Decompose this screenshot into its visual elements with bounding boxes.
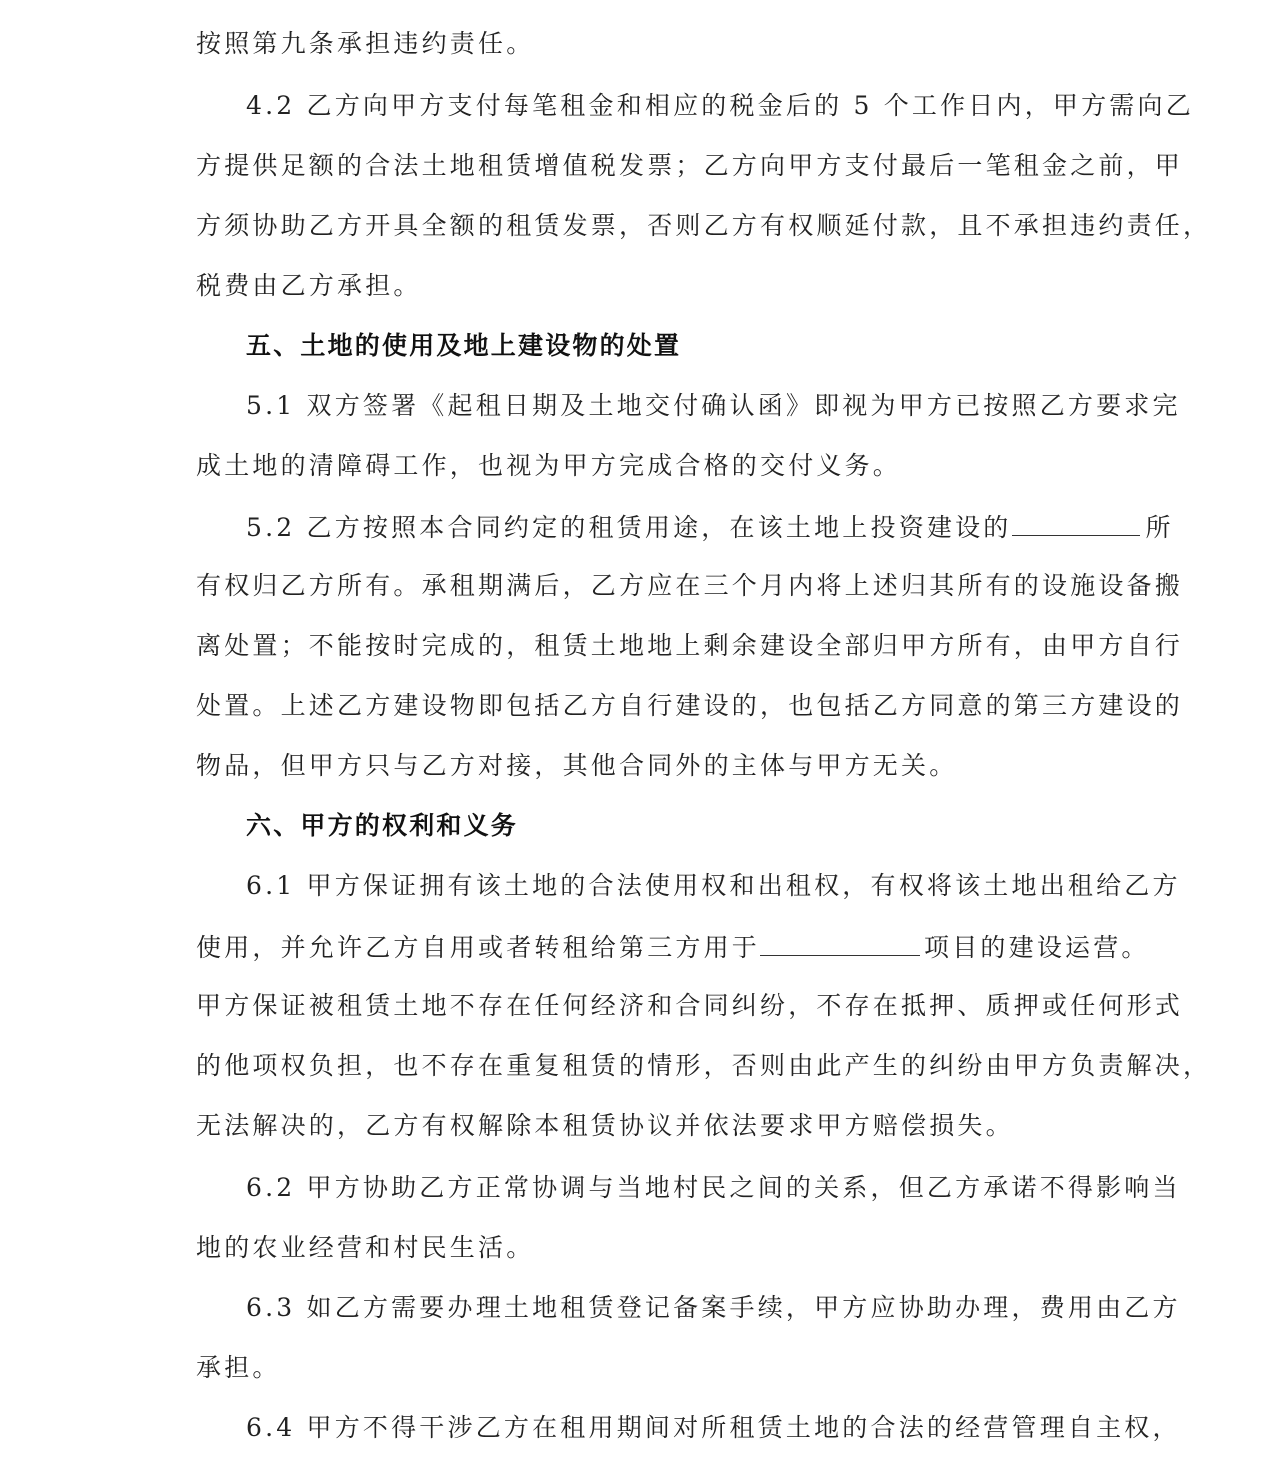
- section-heading-6: 六、甲方的权利和义务: [246, 811, 519, 840]
- paragraph-6-3-line-1: 6.3 如乙方需要办理土地租赁登记备案手续，甲方应协助办理，费用由乙方: [246, 1293, 1181, 1322]
- paragraph-4-2-line-2: 方提供足额的合法土地租赁增值税发票；乙方向甲方支付最后一笔租金之前，甲: [196, 151, 1184, 180]
- fill-in-blank: [1012, 509, 1140, 536]
- paragraph-4-2-line-1: 4.2 乙方向甲方支付每笔租金和相应的税金后的 5 个工作日内，甲方需向乙: [246, 91, 1194, 120]
- paragraph-5-2-line-5: 物品，但甲方只与乙方对接，其他合同外的主体与甲方无关。: [196, 751, 958, 780]
- paragraph-6-1-line-5: 无法解决的，乙方有权解除本租赁协议并依法要求甲方赔偿损失。: [196, 1111, 1014, 1140]
- section-heading-5: 五、土地的使用及地上建设物的处置: [246, 331, 682, 360]
- text-line: 按照第九条承担违约责任。: [196, 29, 535, 58]
- paragraph-6-1-line-4: 的他项权负担，也不存在重复租赁的情形，否则由此产生的纠纷由甲方负责解决，: [196, 1051, 1212, 1080]
- paragraph-5-1-line-2: 成土地的清障碍工作，也视为甲方完成合格的交付义务。: [196, 451, 902, 480]
- paragraph-6-2-line-2: 地的农业经营和村民生活。: [196, 1233, 535, 1262]
- paragraph-6-1-text: 使用，并允许乙方自用或者转租给第三方用于: [196, 933, 761, 962]
- paragraph-6-4-line-1: 6.4 甲方不得干涉乙方在租用期间对所租赁土地的合法的经营管理自主权，: [246, 1413, 1181, 1442]
- paragraph-6-3-line-2: 承担。: [196, 1353, 281, 1382]
- paragraph-6-1-line-1: 6.1 甲方保证拥有该土地的合法使用权和出租权，有权将该土地出租给乙方: [246, 871, 1181, 900]
- paragraph-6-2-line-1: 6.2 甲方协助乙方正常协调与当地村民之间的关系，但乙方承诺不得影响当: [246, 1173, 1181, 1202]
- paragraph-6-1-tail: 项目的建设运营。: [924, 933, 1150, 962]
- paragraph-5-2-line-1: [246, 509, 1174, 543]
- paragraph-5-1-line-1: 5.1 双方签署《起租日期及土地交付确认函》即视为甲方已按照乙方要求完: [246, 391, 1181, 420]
- paragraph-5-2-tail: 所: [1145, 513, 1174, 542]
- paragraph-5-2-text: 5.2 乙方按照本合同约定的租赁用途，在该土地上投资建设的: [246, 513, 1012, 542]
- paragraph-5-2-line-3: 离处置；不能按时完成的，租赁土地地上剩余建设全部归甲方所有，由甲方自行: [196, 631, 1184, 660]
- paragraph-4-2-line-3: 方须协助乙方开具全额的租赁发票，否则乙方有权顺延付款，且不承担违约责任，: [196, 211, 1212, 240]
- fill-in-blank: [760, 929, 920, 956]
- paragraph-5-2-line-4: 处置。上述乙方建设物即包括乙方自行建设的，也包括乙方同意的第三方建设的: [196, 691, 1184, 720]
- paragraph-5-2-line-2: 有权归乙方所有。承租期满后，乙方应在三个月内将上述归其所有的设施设备搬: [196, 571, 1184, 600]
- paragraph-4-2-line-4: 税费由乙方承担。: [196, 271, 422, 300]
- paragraph-6-1-line-3: 甲方保证被租赁土地不存在任何经济和合同纠纷，不存在抵押、质押或任何形式: [196, 991, 1184, 1020]
- paragraph-6-1-line-2: [196, 929, 1150, 963]
